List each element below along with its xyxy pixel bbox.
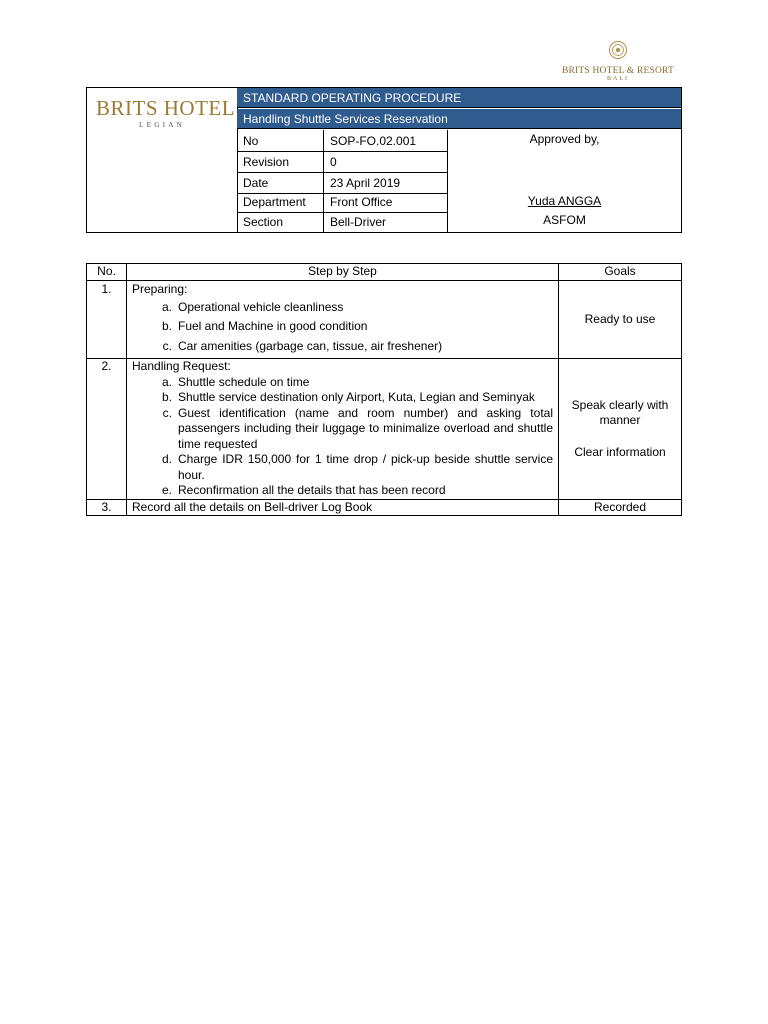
list-item: a. Shuttle schedule on time <box>161 374 310 389</box>
info-value-section: Bell-Driver <box>330 215 387 229</box>
resort-logo-sub: BALI <box>607 76 629 82</box>
step-number: 1. <box>87 281 127 359</box>
info-value-date: 23 April 2019 <box>330 176 401 190</box>
resort-logo-name: BRITS HOTEL & RESORT <box>561 66 675 76</box>
table-row <box>87 359 682 500</box>
step-goal <box>559 281 682 359</box>
sop-subtitle: Handling Shuttle Services Reservation <box>237 109 681 129</box>
table-row <box>87 499 682 516</box>
list-item: d. Charge IDR 150,000 for 1 time drop / pick-up beside shuttle service hour. <box>161 452 553 482</box>
step-heading: Preparing: <box>132 282 188 296</box>
goal-text: Recorded <box>593 499 647 514</box>
step-goal <box>559 359 682 500</box>
step-content <box>127 359 559 500</box>
step-heading: Record all the details on Bell-driver Log Book <box>132 499 373 514</box>
list-item: c. Car amenities (garbage can, tissue, air freshener) <box>162 338 443 353</box>
list-item: e. Reconfirmation all the details that has been record <box>161 483 446 497</box>
hotel-logo-sub: LEGIAN <box>139 120 185 129</box>
goal-text: Clear information <box>574 444 666 459</box>
header-step: Step by Step <box>127 264 559 281</box>
step-content <box>127 281 559 359</box>
header-goals: Goals <box>559 264 682 281</box>
step-content <box>127 499 559 516</box>
approver-name: Yuda ANGGA <box>527 194 602 208</box>
goal-text: Ready to use <box>584 311 656 326</box>
table-header-row <box>87 264 682 281</box>
step-heading: Handling Request: <box>132 359 231 373</box>
info-label-revision: Revision <box>243 155 290 169</box>
list-item: b. Fuel and Machine in good condition <box>161 319 368 333</box>
hotel-logo <box>87 88 238 232</box>
resort-emblem-icon <box>608 40 628 60</box>
info-label-section: Section <box>243 215 284 229</box>
sop-header <box>86 87 682 233</box>
step-number: 2. <box>87 359 127 500</box>
info-value-department: Front Office <box>330 195 393 209</box>
header-no: No. <box>87 264 127 281</box>
resort-logo <box>556 40 680 82</box>
approver-position: ASFOM <box>543 213 586 227</box>
hotel-logo-name: BRITS HOTEL <box>96 96 236 120</box>
list-item: b. Shuttle service destination only Airport, Kuta, Legian and Seminyak <box>161 390 535 404</box>
info-label-no: No <box>243 134 259 148</box>
goal-text: Speak clearly with manner <box>571 397 669 427</box>
list-item: c. Guest identification (name and room number) and asking total passengers including their luggage to minimalize overload and shuttle time requested <box>162 405 553 451</box>
info-label-department: Department <box>243 195 306 209</box>
approved-by-label: Approved by, <box>529 132 600 146</box>
list-item: a. Operational vehicle cleanliness <box>161 299 344 314</box>
steps-table <box>86 263 682 516</box>
info-value-no: SOP-FO.02.001 <box>330 134 417 148</box>
sop-title: STANDARD OPERATING PROCEDURE <box>237 88 681 108</box>
info-value-revision: 0 <box>330 155 337 169</box>
table-row <box>87 281 682 359</box>
info-label-date: Date <box>243 176 269 190</box>
step-goal <box>559 499 682 516</box>
step-number: 3. <box>87 499 127 516</box>
